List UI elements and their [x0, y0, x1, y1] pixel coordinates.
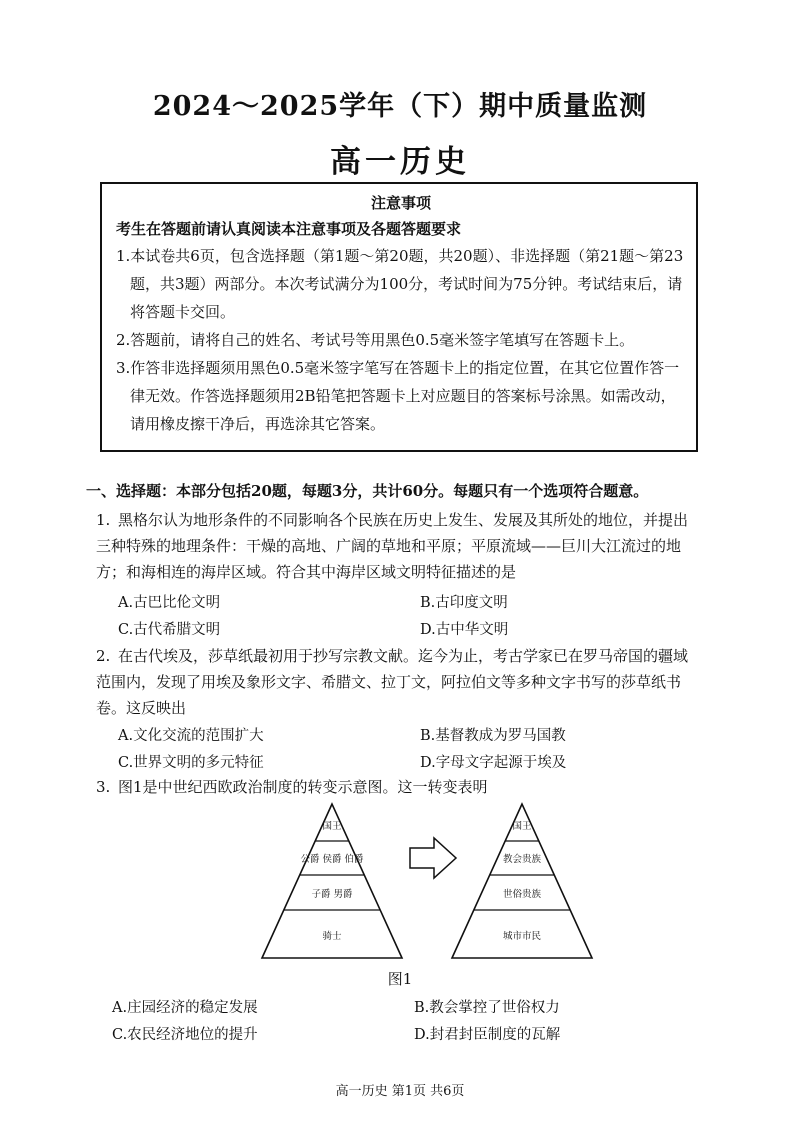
- section-heading: 一、选择题：本部分包括20题，每题3分，共计60分。每题只有一个选项符合题意。: [86, 482, 649, 500]
- option-a: A.文化交流的范围扩大: [118, 728, 264, 744]
- option-b: B.教会掌控了世俗权力: [414, 1000, 560, 1016]
- option-a: A.古巴比伦文明: [118, 595, 221, 611]
- left-pyramid-tier-4: 骑士: [322, 931, 342, 942]
- right-arrow-icon: [410, 838, 456, 878]
- option-c: C.古代希腊文明: [118, 622, 221, 638]
- left-pyramid-tier-2: 公爵 侯爵 伯爵: [300, 854, 364, 865]
- question-number: 3.: [96, 778, 111, 796]
- notice-item-2: 2.答题前，请将自己的姓名、考试号等用黑色0.5毫米签字笔填写在答题卡上。: [116, 331, 635, 349]
- exam-subject: 高一历史: [330, 144, 470, 180]
- notice-requirement: 考生在答题前请认真阅读本注意事项及各题答题要求: [116, 220, 462, 238]
- option-c: C.农民经济地位的提升: [112, 1027, 258, 1043]
- right-pyramid-tier-4: 城市市民: [502, 931, 542, 942]
- option-d: D.古中华文明: [420, 622, 509, 638]
- question-2: [96, 643, 696, 721]
- option-d: D.字母文字起源于埃及: [420, 755, 567, 771]
- right-pyramid: [452, 804, 592, 958]
- right-pyramid-tier-2: 教会贵族: [502, 854, 542, 865]
- question-stem: 黑格尔认为地形条件的不同影响各个民族在历史上发生、发展及其所处的地位，并提出三种特殊的地理条件：干燥的高地、广阔的草地和平原；平原流域——巨川大江流过的地方；和海相连的海岸区域。符合其中海岸区域文明特征描述的是: [96, 511, 689, 581]
- option-b: B.古印度文明: [420, 595, 508, 611]
- figure-caption: 图1: [387, 970, 413, 988]
- question-stem: 在古代埃及，莎草纸最初用于抄写宗教文献。迄今为止，考古学家已在罗马帝国的疆域范围内，发现了用埃及象形文字、希腊文、拉丁文，阿拉伯文等多种文字书写的莎草纸书卷。这反映出: [96, 647, 689, 717]
- right-pyramid-tier-3: 世俗贵族: [502, 889, 542, 900]
- question-number: 2.: [96, 647, 111, 665]
- question-3: [96, 774, 696, 800]
- question-stem: 图1是中世纪西欧政治制度的转变示意图。这一转变表明: [118, 778, 488, 796]
- option-a: A.庄园经济的稳定发展: [112, 1000, 258, 1016]
- option-b: B.基督教成为罗马国教: [420, 728, 566, 744]
- notice-box: [100, 182, 698, 452]
- option-c: C.世界文明的多元特征: [118, 755, 264, 771]
- exam-title: 2024～2025学年（下）期中质量监测: [152, 91, 648, 122]
- notice-item-3: 3.作答非选择题须用黑色0.5毫米签字笔写在答题卡上的指定位置，在其它位置作答一律无效。作答选择题须用2B铅笔把答题卡上对应题目的答案标号涂黑。如需改动，请用橡皮擦干净后，再选涂其它答案。: [116, 359, 680, 433]
- page-footer: 高一历史 第1页 共6页: [335, 1084, 465, 1099]
- question-1: [96, 507, 696, 585]
- figure-1-diagram: [260, 800, 660, 962]
- notice-item-1: 1.本试卷共6页，包含选择题（第1题～第20题，共20题）、非选择题（第21题～第23题，共3题）两部分。本次考试满分为100分，考试时间为75分钟。考试结束后，请将答题卡交回。: [116, 247, 684, 321]
- question-number: 1.: [96, 511, 111, 529]
- left-pyramid-tier-1: 国王: [322, 821, 342, 832]
- right-pyramid-tier-1: 国王: [512, 821, 532, 832]
- left-pyramid-tier-3: 子爵 男爵: [311, 889, 353, 900]
- left-pyramid: [262, 804, 402, 958]
- notice-title: 注意事项: [370, 194, 431, 212]
- option-d: D.封君封臣制度的瓦解: [414, 1027, 561, 1043]
